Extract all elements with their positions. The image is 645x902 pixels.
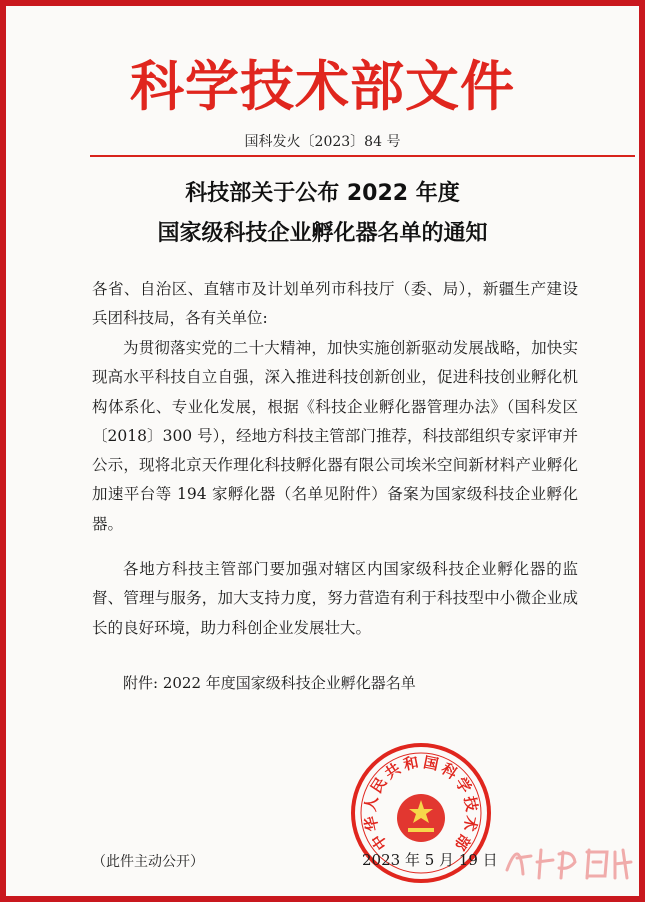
seal-character: 术	[459, 814, 481, 833]
watermark-logo	[497, 840, 637, 884]
document-header-title: 科学技术部文件	[130, 55, 515, 118]
seal-character: 部	[450, 830, 475, 854]
seal-character: 人	[361, 794, 382, 813]
seal-character: 和	[401, 753, 421, 774]
public-disclosure-note: （此件主动公开）	[92, 854, 204, 870]
seal-character: 科	[438, 759, 461, 783]
watermark-brush-strokes	[507, 850, 631, 878]
seal-character: 民	[367, 774, 391, 797]
seal-character: 中	[367, 830, 392, 854]
header-divider	[90, 155, 635, 157]
addressee: 各省、自治区、直辖市及计划单列市科技厅（委、局），新疆生产建设兵团科技局，各有关单位:	[92, 280, 578, 328]
attachment-line: 附件: 2022 年度国家级科技企业孵化器名单	[123, 674, 416, 692]
seal-character: 国	[421, 753, 441, 774]
body-paragraph-2: 各地方科技主管部门要加强对辖区内国家级科技企业孵化器的监督、管理与服务，加大支持力度，努力营造有利于科技型中小微企业成长的良好环境，助力科创企业发展壮大。	[92, 560, 578, 637]
emblem-gate-icon	[408, 828, 434, 832]
seal-character: 华	[361, 814, 383, 833]
document-number: 国科发火〔2023〕84 号	[244, 134, 401, 150]
seal-character: 技	[460, 794, 481, 813]
body-paragraph-1: 为贯彻落实党的二十大精神，加快实施创新驱动发展战略，加快实现高水平科技自立自强，深入推进科技创新创业，促进科技创业孵化机构体系化、专业化发展，根据《科技企业孵化器管理办法》（国科发区〔2018〕300 号），经地方科技主管部门推荐，科技部组织专家评审并公示，现将北京天作理化科技孵化器有限公司埃米空间新材料产业孵化加速平台等 194 家孵化器（名单见附件）备案为国家级科技企业孵化器。	[92, 339, 578, 533]
issue-date: 2023 年 5 月 19 日	[362, 851, 498, 869]
notice-title-line-2: 国家级科技企业孵化器名单的通知	[157, 221, 488, 246]
seal-character: 学	[451, 774, 475, 797]
seal-character: 共	[381, 759, 404, 783]
notice-title-line-1: 科技部关于公布 2022 年度	[185, 181, 460, 206]
